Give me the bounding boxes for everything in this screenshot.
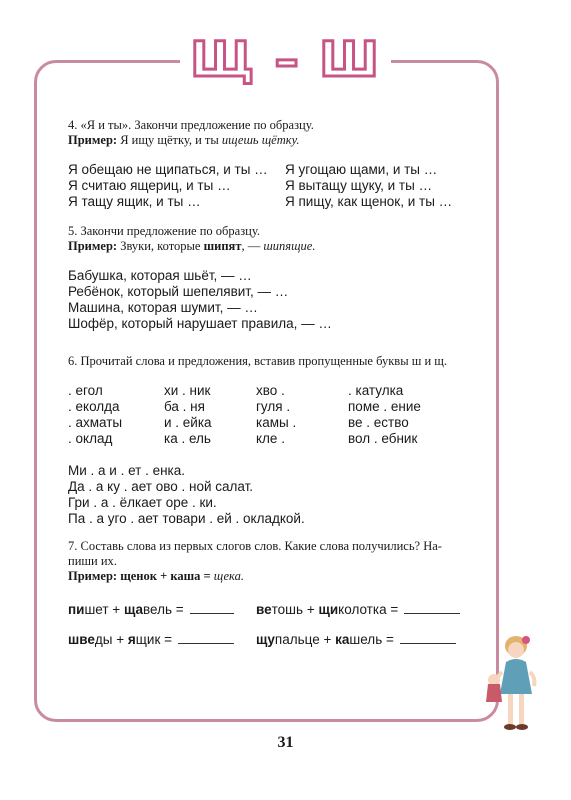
exercise-4-sentences bbox=[68, 162, 488, 210]
word: . оклад bbox=[68, 431, 113, 446]
answer-blank[interactable] bbox=[190, 612, 234, 614]
syllable: ка bbox=[335, 632, 350, 647]
word-rest: шель bbox=[349, 632, 383, 647]
word: камы . bbox=[256, 415, 297, 430]
equation bbox=[256, 632, 456, 648]
sentence: Па . а уго . ает товари . ей . окладкой. bbox=[68, 511, 305, 526]
sentence: Шофёр, который нарушает правила, — … bbox=[68, 316, 332, 331]
answer-blank[interactable] bbox=[400, 642, 456, 644]
example-answer: шипящие. bbox=[263, 239, 316, 253]
plus-sign: + bbox=[323, 632, 332, 647]
word-rest: колотка bbox=[338, 602, 387, 617]
equation bbox=[68, 632, 256, 648]
exercise-5-example bbox=[68, 239, 488, 254]
syllable: шве bbox=[68, 632, 95, 647]
exercise-6-title: 6. Прочитай слова и предложения, вставив пропущенные буквы ш и щ. bbox=[68, 354, 448, 368]
girl-with-doll-illustration bbox=[480, 632, 546, 742]
equation bbox=[68, 602, 256, 618]
word: вол . ебник bbox=[348, 431, 418, 446]
sentence: Я считаю ящериц, и ты … bbox=[68, 178, 231, 193]
example-text: , — bbox=[241, 239, 261, 253]
exercise-5 bbox=[68, 224, 488, 332]
sentence: Ребёнок, который шепелявит, — … bbox=[68, 284, 289, 299]
right-column bbox=[271, 162, 488, 210]
syllable: щу bbox=[256, 632, 275, 647]
exercise-7-title-line: 7. Составь слова из первых слогов слов. Какие слова получились? На- bbox=[68, 539, 442, 553]
exercise-5-title: 5. Закончи предложение по образцу. bbox=[68, 224, 260, 238]
sentence: Да . а ку . ает ово . ной салат. bbox=[68, 479, 254, 494]
syllable: ща bbox=[123, 602, 144, 617]
example-label: Пример: bbox=[68, 239, 118, 253]
exercise-7-title-line: пиши их. bbox=[68, 554, 117, 568]
word: ка . ель bbox=[164, 431, 211, 446]
exercise-4-title: 4. «Я и ты». Закончи предложение по образцу. bbox=[68, 118, 314, 132]
exercise-4 bbox=[68, 118, 488, 210]
word: . егол bbox=[68, 383, 103, 398]
page-number: 31 bbox=[277, 734, 294, 751]
word: . катулка bbox=[348, 383, 404, 398]
plus-sign: + bbox=[112, 602, 121, 617]
equals-sign: = bbox=[390, 602, 399, 617]
word-grid bbox=[68, 383, 488, 447]
sentence: Я обещаю не щипаться, и ты … bbox=[68, 162, 268, 177]
syllable: пи bbox=[68, 602, 85, 617]
word-rest: щик bbox=[135, 632, 161, 647]
word: ве . ество bbox=[348, 415, 409, 430]
word-rest: тошь bbox=[271, 602, 304, 617]
answer-blank[interactable] bbox=[178, 642, 234, 644]
word: . ахматы bbox=[68, 415, 123, 430]
exercise-7-example bbox=[68, 569, 488, 584]
example-label: Пример: bbox=[68, 569, 118, 583]
plus-sign: + bbox=[116, 632, 125, 647]
left-column bbox=[68, 162, 271, 210]
exercise-6-sentences bbox=[68, 463, 488, 527]
exercise-6 bbox=[68, 354, 488, 527]
word-rest: вель bbox=[143, 602, 173, 617]
exercise-7-title bbox=[68, 539, 488, 569]
word: гуля . bbox=[256, 399, 291, 414]
example-answer: ищешь щётку. bbox=[221, 133, 300, 147]
syllable: я bbox=[127, 632, 136, 647]
word: . еколда bbox=[68, 399, 120, 414]
sentence: Я угощаю щами, и ты … bbox=[285, 162, 438, 177]
word: ба . ня bbox=[164, 399, 205, 414]
syllable: ве bbox=[256, 602, 272, 617]
page-title: Щ – Ш bbox=[180, 34, 390, 86]
example-label: Пример: bbox=[68, 133, 118, 147]
plus-sign: + bbox=[306, 602, 315, 617]
equation bbox=[256, 602, 460, 618]
exercise-4-example bbox=[68, 133, 488, 148]
sentence: Ми . а и . ет . енка. bbox=[68, 463, 186, 478]
example-text: Звуки, которые bbox=[120, 239, 201, 253]
example-formula: щенок + каша = bbox=[120, 569, 211, 583]
exercise-5-sentences bbox=[68, 268, 488, 332]
page-header bbox=[0, 34, 571, 86]
example-answer: щека. bbox=[213, 569, 244, 583]
sentence: Я вытащу щуку, и ты … bbox=[285, 178, 433, 193]
equals-sign: = bbox=[386, 632, 394, 647]
equals-sign: = bbox=[164, 632, 173, 647]
example-bold-word: шипят bbox=[203, 239, 242, 253]
syllable: щи bbox=[318, 602, 339, 617]
sentence: Гри . а . ёлкает оре . ки. bbox=[68, 495, 217, 510]
exercise-7 bbox=[68, 539, 488, 648]
sentence: Я пищу, как щенок, и ты … bbox=[285, 194, 453, 209]
word-rest: пальце bbox=[274, 632, 320, 647]
word: поме . ение bbox=[348, 399, 421, 414]
equals-sign: = bbox=[175, 602, 184, 617]
word-rest: ды bbox=[94, 632, 113, 647]
word: кле . bbox=[256, 431, 285, 446]
equation-row bbox=[68, 632, 488, 648]
word: и . ейка bbox=[164, 415, 212, 430]
sentence: Бабушка, которая шьёт, — … bbox=[68, 268, 252, 283]
word-rest: шет bbox=[84, 602, 109, 617]
example-text: Я ищу щётку, и ты bbox=[120, 133, 219, 147]
answer-blank[interactable] bbox=[404, 612, 460, 614]
sentence: Я тащу ящик, и ты … bbox=[68, 194, 201, 209]
worksheet-content bbox=[68, 118, 488, 648]
word: хво . bbox=[256, 383, 285, 398]
equation-row bbox=[68, 602, 488, 618]
sentence: Машина, которая шумит, — … bbox=[68, 300, 258, 315]
word: хи . ник bbox=[164, 383, 211, 398]
